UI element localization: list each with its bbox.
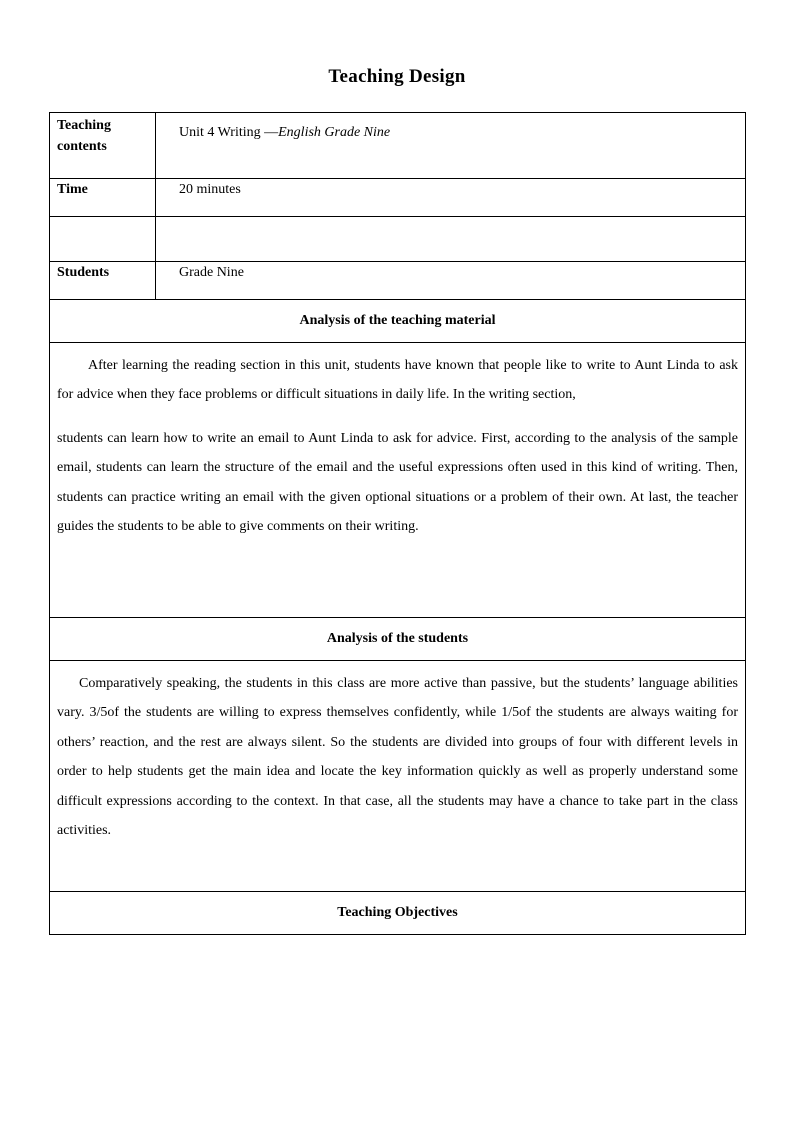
students-value: Grade Nine — [156, 262, 746, 300]
teaching-contents-value — [156, 113, 746, 179]
paragraph-gap — [57, 410, 738, 424]
students-analysis-body — [50, 661, 746, 892]
table-row-students-heading — [50, 618, 746, 661]
empty-value — [156, 217, 746, 262]
teaching-contents-label: Teaching contents — [50, 113, 156, 179]
students-paragraph: Comparatively speaking, the students in this class are more active than passive, but the students’ language abilities vary. 3/5of the students are willing to express themselves confidently, while 1/5of the students are always waiting for others’ reaction, and the rest are always silent. So the students are divided into groups of four with different levels in order to help students get the main idea and locate the key information quickly as well as properly understand some difficult expressions according to the context. In that case, all the students may have a chance to take part in the class activities. — [57, 676, 738, 839]
table-row-students-body — [50, 661, 746, 892]
table-row-time — [50, 179, 746, 217]
students-label: Students — [50, 262, 156, 300]
table-row-students — [50, 262, 746, 300]
material-analysis-heading: Analysis of the teaching material — [50, 300, 746, 343]
empty-label — [50, 217, 156, 262]
table-row-teaching-contents — [50, 113, 746, 179]
teaching-design-table — [49, 112, 746, 935]
teaching-contents-unit: Unit 4 Writing — — [179, 125, 279, 140]
page-title: Teaching Design — [328, 66, 466, 87]
material-paragraph-part1: After learning the reading section in this unit, students have known that people like to write to Aunt Linda to ask for advice when they face problems or difficult situations in daily life. In the writing section, — [57, 358, 738, 403]
time-label: Time — [50, 179, 156, 217]
material-paragraph-part2: students can learn how to write an email to Aunt Linda to ask for advice. First, according to the analysis of the sample email, students can learn the structure of the email and the useful expressions often used in this kind of writing. Then, students can practice writing an email with the given optional situations or a problem of their own. At last, the teacher guides the students to be able to give comments on their writing. — [57, 430, 738, 535]
table-row-objectives-heading — [50, 892, 746, 935]
table-row-material-heading — [50, 300, 746, 343]
teaching-contents-book: English Grade Nine — [278, 125, 391, 140]
students-analysis-heading: Analysis of the students — [50, 618, 746, 661]
table-row-empty — [50, 217, 746, 262]
time-value: 20 minutes — [156, 179, 746, 217]
teaching-objectives-heading: Teaching Objectives — [50, 892, 746, 935]
material-analysis-body — [50, 343, 746, 618]
table-row-material-body — [50, 343, 746, 618]
